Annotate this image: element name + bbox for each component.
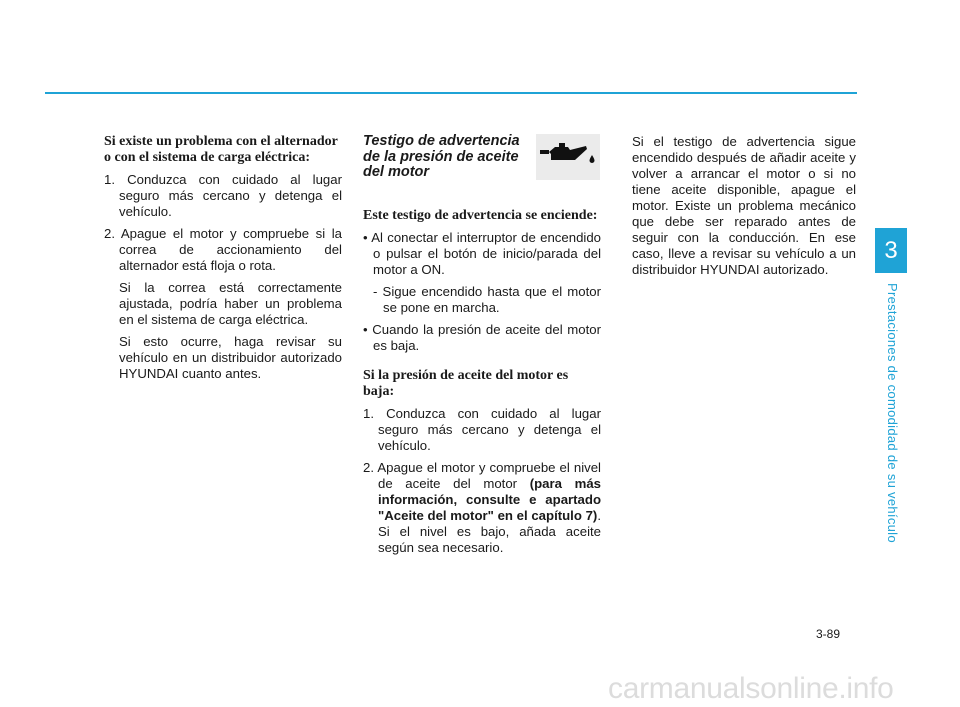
top-rule	[45, 92, 857, 94]
bullet-item: • Al conectar el interruptor de encendido o pulsar el botón de inicio/parada del motor a ON.	[363, 230, 601, 277]
paragraph: Si la correa está correctamente ajustada, podría haber un problema en el sistema de carga eléctrica.	[119, 280, 342, 327]
oil-pressure-warning-icon	[536, 134, 600, 180]
paragraph: Si esto ocurre, haga revisar su vehículo en un distribuidor autorizado HYUNDAI cuanto antes.	[119, 334, 342, 381]
dash-item: - Sigue encendido hasta que el motor se pone en marcha.	[373, 284, 601, 315]
list-item: 2. Apague el motor y compruebe si la correa de accionamiento del alternador está floja o rota.	[104, 226, 342, 273]
list-item: 1. Conduzca con cuidado al lugar seguro más cercano y detenga el vehículo.	[104, 172, 342, 219]
bullet-item: • Cuando la presión de aceite del motor es baja.	[363, 322, 601, 353]
list-item: 1. Conduzca con cuidado al lugar seguro más cercano y detenga el vehículo.	[363, 406, 601, 453]
subheading-turns-on: Este testigo de advertencia se enciende:	[363, 208, 598, 223]
item-reference: (para más información, consulte e apartado "Aceite del motor" en el capítulo 7)	[378, 476, 601, 523]
section-heading: Testigo de advertencia de la presión de aceite del motor	[363, 133, 520, 180]
column-3	[632, 134, 856, 278]
chapter-tab: 3	[875, 228, 907, 273]
column-1	[104, 134, 342, 388]
item-text: 2. Apague el motor y compruebe el nivel de aceite del motor	[363, 460, 601, 491]
subheading-low-pressure: Si la presión de aceite del motor es baja:	[363, 368, 569, 399]
item-text: . Si el nivel es bajo, añada aceite según sea necesario.	[378, 508, 601, 555]
page-number: 3-89	[816, 627, 841, 641]
alternator-subheading: Si existe un problema con el alternador o con el sistema de carga eléctrica:	[104, 134, 338, 165]
watermark: carmanualsonline.info	[608, 672, 894, 705]
chapter-title: Prestaciones de comodidad de su vehículo	[885, 283, 900, 543]
paragraph: Si el testigo de advertencia sigue encendido después de añadir aceite y volver a arrancar el motor o si no tiene aceite disponible, apague el motor. Existe un problema mecánico que debe ser reparado antes de seguir con la conducción. En ese caso, lleve a revisar su vehículo a un distribuidor HYUNDAI autorizado.	[632, 134, 856, 277]
column-2	[363, 134, 601, 562]
section-heading-block	[363, 134, 601, 192]
list-item	[363, 460, 601, 556]
